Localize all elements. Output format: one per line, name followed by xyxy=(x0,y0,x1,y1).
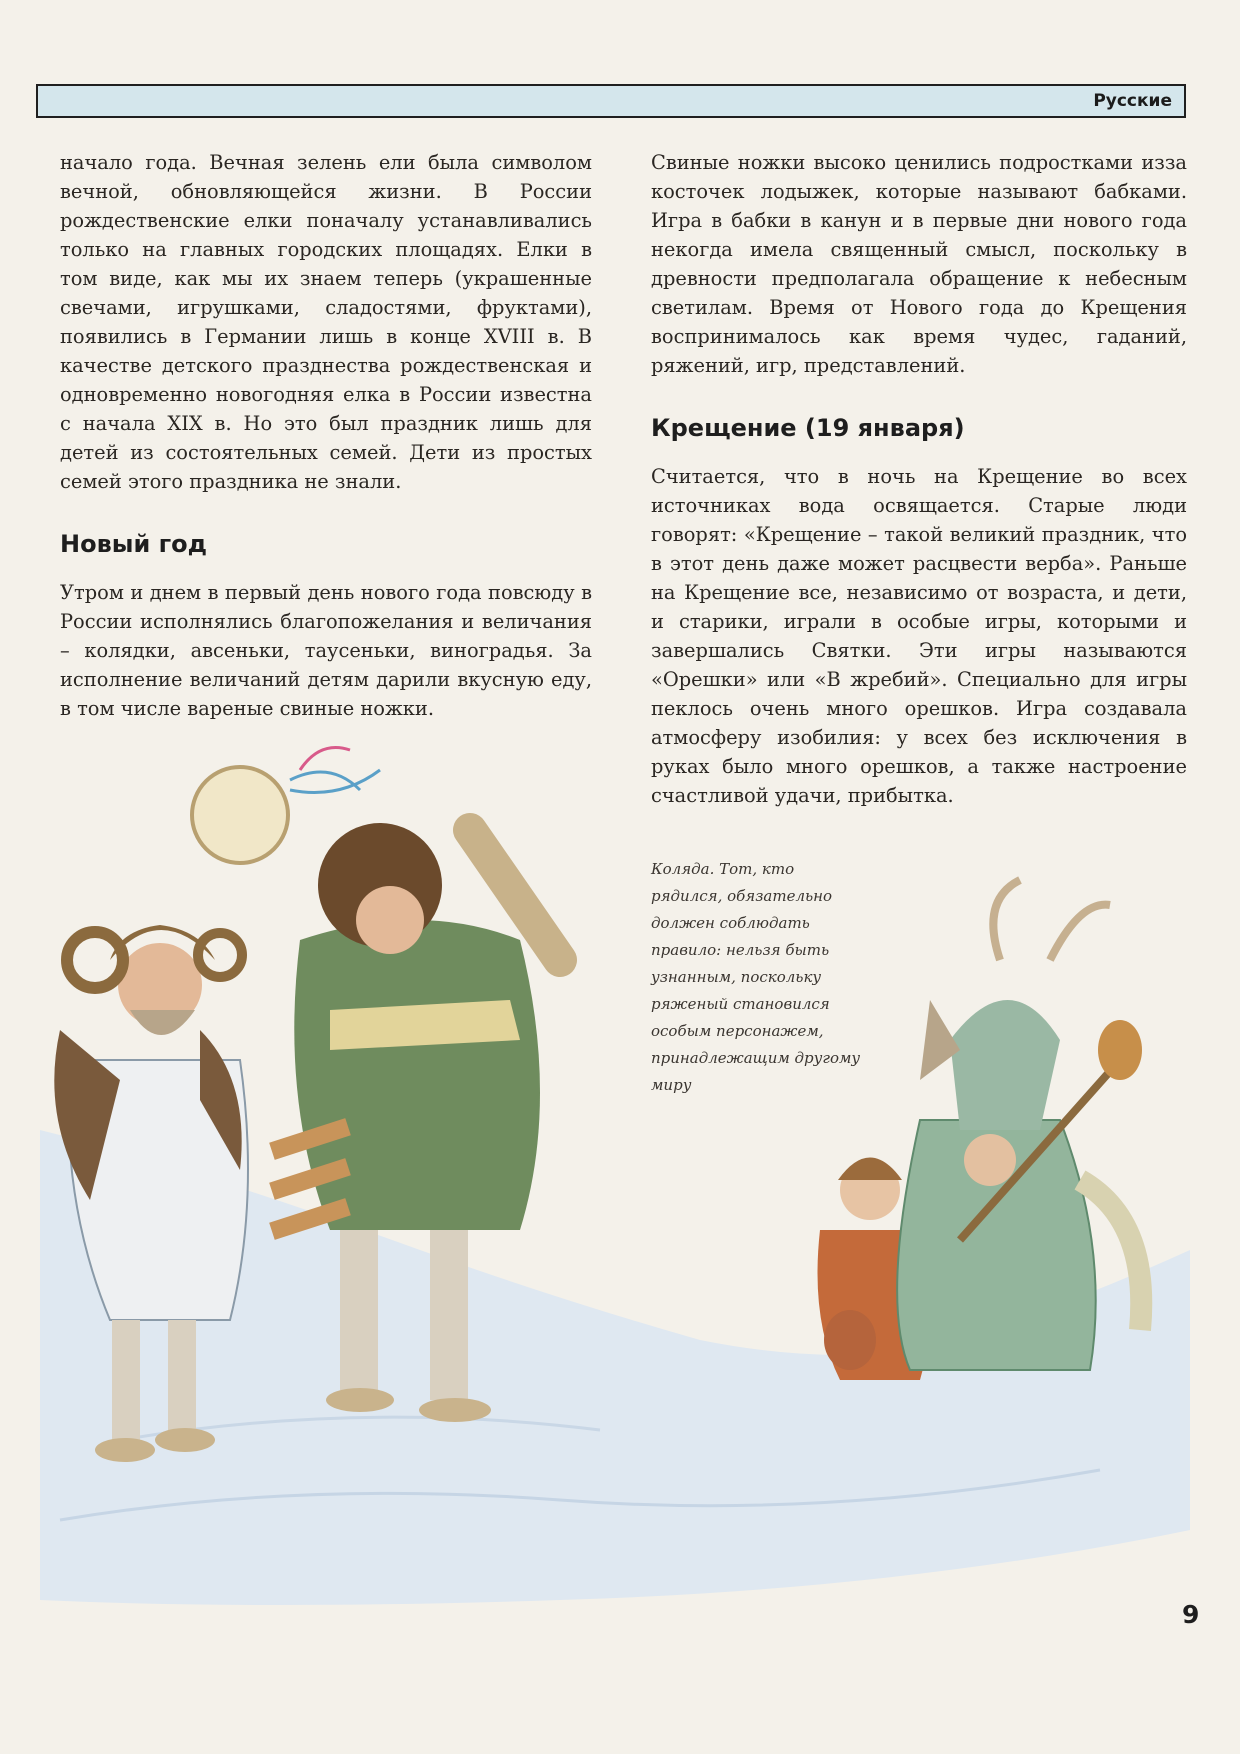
page-number: 9 xyxy=(1182,1600,1200,1629)
section-heading: Новый год xyxy=(60,530,208,558)
paragraph: начало года. Вечная зелень ели была символом вечной, обновляющейся жизни. В России рождественские елки поначалу устанавливались только на главных городских площадях. Елки в том виде, как мы их знаем теперь (украшенные свечами, игрушками, сладостями, фруктами), появились в Германии лишь в конце XVIII в. В качестве детского празднества рождественская и одновременно новогодняя елка в России известна с начала XIX в. Но это был праздник лишь для детей из состоятельных семей. Дети из простых семей этого праздника не знали. xyxy=(60,151,592,493)
section-label: Русские xyxy=(1093,91,1172,111)
paragraph: Свиные ножки высоко ценились подростками изза косточек лодыжек, которые называют бабками. Игра в бабки в канун и в первые дни нового года некогда имела священный смысл, поскольку в древности предполагала обращение к небесным светилам. Время от Нового года до Крещения воспринималось как время чудес, гаданий, ряжений, игр, представлений. xyxy=(651,151,1187,377)
section-heading: Крещение (19 января) xyxy=(651,414,965,442)
paragraph: Считается, что в ночь на Крещение во всех источниках вода освящается. Старые люди говорят: «Крещение – такой великий праздник, что в этот день даже может расцвести верба». Раньше на Крещение все, независимо от возраста, и дети, и старики, играли в особые игры, которыми и завершались Святки. Эти игры называются «Орешки» или «В жребий». Специально для игры пеклось очень много орешков. Игра создавала атмосферу изобилия: у всех без исключения в руках было много орешков, а также настроение счастливой удачи, прибытка. xyxy=(651,465,1187,807)
paragraph: Утром и днем в первый день нового года повсюду в России исполнялись благопожелания и величания – колядки, авсеньки, таусеньки, виноградья. За исполнение величаний детям дарили вкусную еду, в том числе вареные свиные ножки. xyxy=(60,581,592,720)
illustration-caption: Коляда. Тот, кто рядился, обязательно должен соблюдать правило: нельзя быть узнанным, поскольку ряженый становился особым персонажем, принадлежащим другому миру xyxy=(651,860,861,1094)
